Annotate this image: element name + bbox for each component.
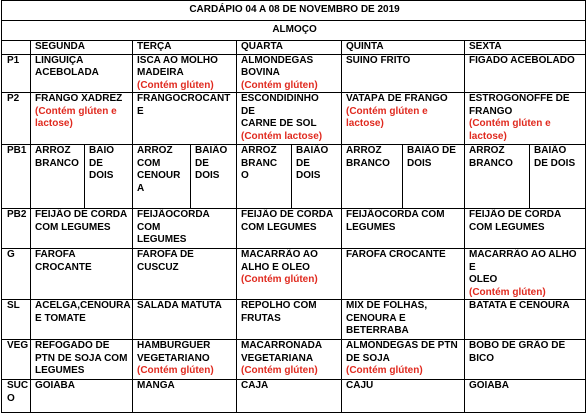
menu-cell-p1-thursday: SUINO FRITO xyxy=(342,54,465,93)
row-code-g: G xyxy=(2,249,31,300)
menu-cell-pb1-tuesday-baiao: BAIÃO DE DOIS xyxy=(191,145,237,209)
menu-cell-veg-wednesday: MACARRONADA VEGETARIANA (Contém glúten) xyxy=(237,340,342,380)
menu-cell-sl-monday: ACELGA,CENOURA E TOMATE xyxy=(31,300,133,340)
corner-cell xyxy=(2,41,31,55)
menu-cell-pb1-monday-baiao: BAIO DE DOIS xyxy=(85,145,133,209)
menu-cell-sl-thursday: MIX DE FOLHAS, CENOURA E BETERRABA xyxy=(342,300,465,340)
menu-cell-p2-monday: FRANGO XADREZ (Contém glúten e lactose) xyxy=(31,93,133,145)
allergen-warning: (Contém glúten e xyxy=(469,118,551,129)
menu-cell-sl-tuesday: SALADA MATUTA xyxy=(133,300,237,340)
menu-cell-suco-monday: GOIABA xyxy=(31,380,133,413)
allergen-warning: (Contém glúten) xyxy=(241,79,318,91)
menu-cell-g-friday: MACARRÃO AO ALHO E OLEO (Contém glúten) xyxy=(465,249,586,300)
row-code-p2: P2 xyxy=(2,93,31,145)
menu-cell-pb1-wednesday-baiao: BAIÃO DE DOIS xyxy=(292,145,342,209)
menu-cell-p1-wednesday: ALMONDEGAS BOVINA (Contém glúten) xyxy=(237,54,342,93)
menu-cell-pb1-monday-rice: ARROZ BRANCO xyxy=(31,145,85,209)
menu-cell-pb1-thursday-baiao: BAIÃO DE DOIS xyxy=(403,145,465,209)
menu-cell-p2-tuesday: FRANGOCROCANTE xyxy=(133,93,237,145)
allergen-warning: (Contém glúten) xyxy=(346,365,423,376)
menu-cell-p1-tuesday: ISCA AO MOLHO MADEIRA (Contém glúten) xyxy=(133,54,237,93)
menu-cell-g-monday: FAROFA CROCANTE xyxy=(31,249,133,300)
row-code-pb1: PB1 xyxy=(2,145,31,209)
menu-cell-pb1-thursday-rice: ARROZ BRANCO xyxy=(342,145,403,209)
day-header-monday: SEGUNDA xyxy=(31,41,133,55)
menu-cell-g-tuesday: FAROFA DE CUSCUZ xyxy=(133,249,237,300)
menu-cell-veg-monday: REFOGADO DE PTN DE SOJA COM LEGUMES xyxy=(31,340,133,380)
row-code-sl: SL xyxy=(2,300,31,340)
menu-cell-veg-tuesday: HAMBURGUER VEGETARIANO (Contém glúten) xyxy=(133,340,237,380)
menu-cell-pb2-friday: FEIJÃO DE CORDA COM LEGUMES xyxy=(465,209,586,249)
allergen-warning: (Contém glúten) xyxy=(241,274,318,285)
menu-cell-veg-friday: BOBO DE GRÃO DE BICO xyxy=(465,340,586,380)
row-code-pb2: PB2 xyxy=(2,209,31,249)
allergen-warning: (Contém glúten) xyxy=(469,286,546,298)
allergen-warning: (Contém glúten) xyxy=(137,365,214,376)
menu-cell-pb1-friday-rice: ARROZ BRANCO xyxy=(465,145,530,209)
menu-cell-g-wednesday: MACARRÃO AO ALHO E OLEO (Contém glúten) xyxy=(237,249,342,300)
menu-cell-p2-wednesday: ESCONDIDINHO DE CARNE DE SOL (Contém lactose) xyxy=(237,93,342,145)
day-header-friday: SEXTA xyxy=(465,41,586,55)
menu-table xyxy=(1,0,586,413)
allergen-warning: (Contém glúten) xyxy=(241,365,318,376)
menu-cell-suco-thursday: CAJU xyxy=(342,380,465,413)
menu-cell-suco-tuesday: MANGA xyxy=(133,380,237,413)
allergen-warning: (Contém glúten e xyxy=(35,105,117,117)
day-header-wednesday: QUARTA xyxy=(237,41,342,55)
menu-cell-pb2-monday: FEIJÃO DE CORDA COM LEGUMES xyxy=(31,209,133,249)
meal-subtitle: ALMOÇO xyxy=(2,21,586,41)
day-header-thursday: QUINTA xyxy=(342,41,465,55)
menu-cell-p1-friday: FIGADO ACEBOLADO xyxy=(465,54,586,93)
menu-cell-sl-wednesday: REPOLHO COM FRUTAS xyxy=(237,300,342,340)
menu-cell-suco-friday: GOIABA xyxy=(465,380,586,413)
menu-cell-pb2-wednesday: FEIJÃO DE CORDA COM LEGUMES xyxy=(237,209,342,249)
menu-cell-suco-wednesday: CAJA xyxy=(237,380,342,413)
allergen-warning: (Contém glúten e xyxy=(346,105,428,117)
menu-cell-pb1-tuesday-rice: ARROZ COM CENOUR A xyxy=(133,145,191,209)
day-header-tuesday: TERÇA xyxy=(133,41,237,55)
menu-cell-p2-friday: ESTROGONOFFE DE FRANGO (Contém glúten e lactose) xyxy=(465,93,586,145)
menu-cell-g-thursday: FAROFA CROCANTE xyxy=(342,249,465,300)
row-code-suco: SUC O xyxy=(2,380,31,413)
allergen-warning: (Contém lactose) xyxy=(241,130,323,142)
allergen-warning: (Contém glúten) xyxy=(137,79,214,91)
menu-cell-p2-thursday: VATAPÁ DE FRANGO (Contém glúten e lactose) xyxy=(342,93,465,145)
row-code-p1: P1 xyxy=(2,54,31,93)
menu-cell-p1-monday: LINGUIÇA ACEBOLADA xyxy=(31,54,133,93)
menu-cell-pb1-wednesday-rice: ARROZ BRANC O xyxy=(237,145,292,209)
menu-cell-pb2-thursday: FEIJÃOCORDA COM LEGUMES xyxy=(342,209,465,249)
menu-cell-pb2-tuesday: FEIJÃOCORDA COM LEGUMES xyxy=(133,209,237,249)
row-code-veg: VEG xyxy=(2,340,31,380)
menu-cell-sl-friday: BATATA E CENOURA xyxy=(465,300,586,340)
menu-cell-veg-thursday: ALMONDEGAS DE PTN DE SOJA (Contém glúten) xyxy=(342,340,465,380)
menu-title: CARDÁPIO 04 A 08 DE NOVEMBRO DE 2019 xyxy=(2,1,586,21)
menu-cell-pb1-friday-baiao: BAIÃO DE DOIS xyxy=(530,145,586,209)
